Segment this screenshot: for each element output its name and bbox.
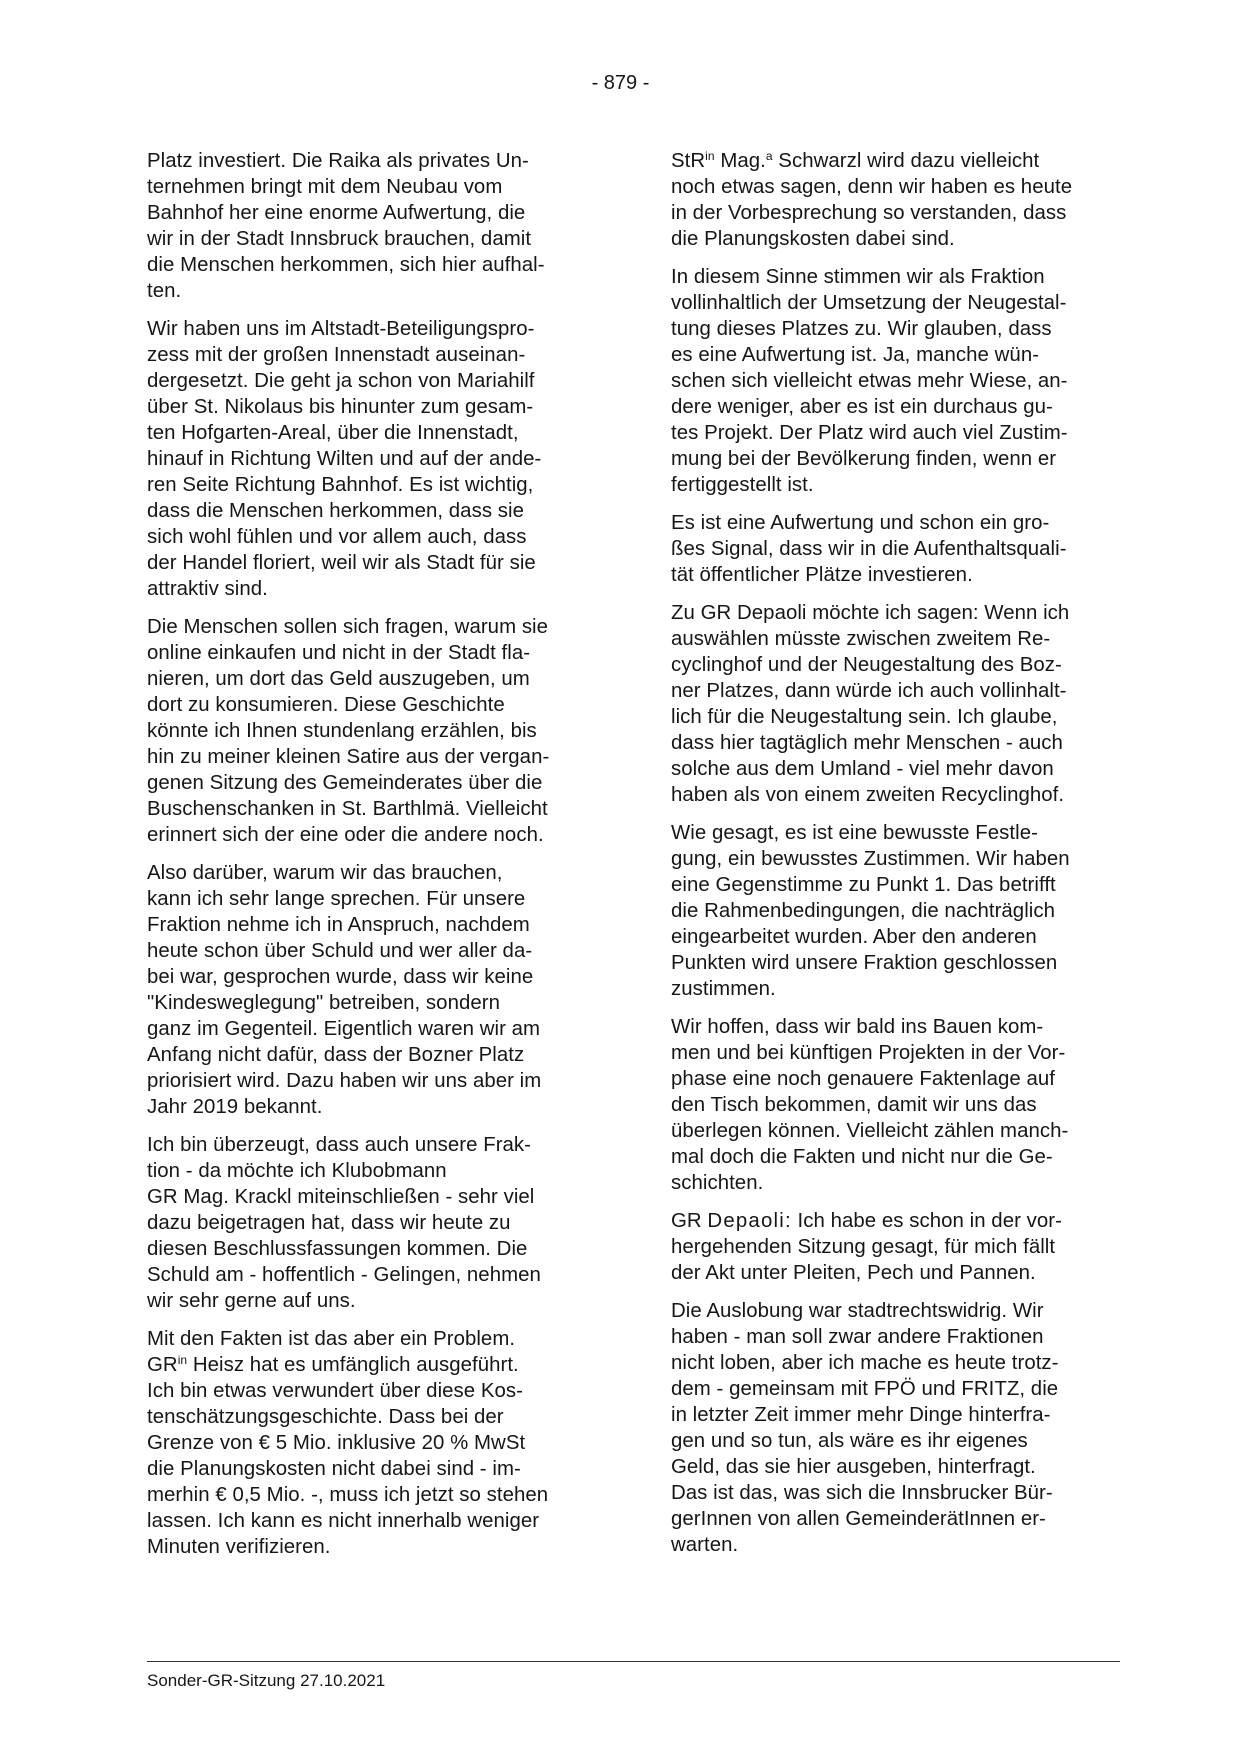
text-line: lassen. Ich kann es nicht innerhalb weniger — [147, 1510, 540, 1532]
text-line: Anfang nicht dafür, dass der Bozner Platz — [147, 1044, 525, 1066]
text-line: Schwarzl wird dazu vielleicht — [772, 150, 1040, 172]
paragraph — [671, 264, 1121, 498]
text-line: tung dieses Platzes zu. Wir glauben, dass — [671, 318, 1052, 340]
text-line: Geld, das sie hier ausgeben, hinterfragt. — [671, 1456, 1036, 1478]
text-line: fertiggestellt ist. — [671, 474, 814, 496]
text-line: vollinhaltlich der Umsetzung der Neugestal- — [671, 292, 1067, 314]
title-suffix: in — [177, 1353, 188, 1367]
paragraph — [671, 510, 1121, 588]
text-line: online einkaufen und nicht in der Stadt fla- — [147, 642, 531, 664]
text-line: tes Projekt. Der Platz wird auch viel Zustim- — [671, 422, 1068, 444]
text-line: Die Menschen sollen sich fragen, warum sie — [147, 616, 549, 638]
text-line: Ich habe es schon in der vor- — [791, 1210, 1062, 1232]
text-line: Punkten wird unsere Fraktion geschlossen — [671, 952, 1058, 974]
text-line: dort zu konsumieren. Diese Geschichte — [147, 694, 505, 716]
text-line: dazu beigetragen hat, dass wir heute zu — [147, 1212, 511, 1234]
text-line: mung bei der Bevölkerung finden, wenn er — [671, 448, 1057, 470]
right-column — [671, 148, 1121, 1570]
text-line: dass hier tagtäglich mehr Menschen - auch — [671, 732, 1063, 754]
text-line: eine Gegenstimme zu Punkt 1. Das betrifft — [671, 874, 1056, 896]
text-line: Zu GR Depaoli möchte ich sagen: Wenn ich — [671, 602, 1070, 624]
paragraph — [671, 1014, 1121, 1196]
text-line: diesen Beschlussfassungen kommen. Die — [147, 1238, 528, 1260]
text-line: dass die Menschen herkommen, dass sie — [147, 500, 524, 522]
footer-divider — [147, 1661, 1120, 1662]
text-line: die Menschen herkommen, sich hier aufhal- — [147, 254, 545, 276]
text-line: Ich bin überzeugt, dass auch unsere Frak- — [147, 1134, 532, 1156]
speaker-title: GR — [671, 1210, 708, 1232]
paragraph — [147, 1326, 597, 1560]
text-line: heute schon über Schuld und wer aller da- — [147, 940, 533, 962]
text-line: dem - gemeinsam mit FPÖ und FRITZ, die — [671, 1378, 1059, 1400]
text-line: erinnert sich der eine oder die andere noch. — [147, 824, 544, 846]
text-line: Grenze von € 5 Mio. inklusive 20 % MwSt — [147, 1432, 526, 1454]
text-line: men und bei künftigen Projekten in der Vor- — [671, 1042, 1066, 1064]
text-line: Schuld am - hoffentlich - Gelingen, nehmen — [147, 1264, 541, 1286]
paragraph — [671, 1208, 1121, 1286]
paragraph — [671, 148, 1121, 252]
text-line: tät öffentlicher Plätze investieren. — [671, 564, 973, 586]
text-line: über St. Nikolaus bis hinunter zum gesam- — [147, 396, 534, 418]
text-line: dergesetzt. Die geht ja schon von Mariahilf — [147, 370, 535, 392]
text-line: in der Vorbesprechung so verstanden, dass — [671, 202, 1067, 224]
speaker-title: GR — [147, 1354, 178, 1376]
speaker-title: StR — [671, 150, 706, 172]
text-line: hergehenden Sitzung gesagt, für mich fällt — [671, 1236, 1056, 1258]
text-line: solche aus dem Umland - viel mehr davon — [671, 758, 1054, 780]
text-line: der Handel floriert, weil wir als Stadt für sie — [147, 552, 536, 574]
text-line: die Planungskosten dabei sind. — [671, 228, 955, 250]
text-line: Jahr 2019 bekannt. — [147, 1096, 323, 1118]
paragraph — [671, 600, 1121, 808]
text-line: zustimmen. — [671, 978, 776, 1000]
text-line: auswählen müsste zwischen zweitem Re- — [671, 628, 1051, 650]
paragraph — [671, 1298, 1121, 1558]
paragraph — [147, 860, 597, 1120]
text-line: Fraktion nehme ich in Anspruch, nachdem — [147, 914, 530, 936]
text-line: hin zu meiner kleinen Satire aus der vergan- — [147, 746, 550, 768]
text-line: phase eine noch genauere Faktenlage auf — [671, 1068, 1056, 1090]
text-line: sich wohl fühlen und vor allem auch, dass — [147, 526, 527, 548]
text-line: es eine Aufwertung ist. Ja, manche wün- — [671, 344, 1040, 366]
text-line: Also darüber, warum wir das brauchen, — [147, 862, 503, 884]
text-line: wir in der Stadt Innsbruck brauchen, damit — [147, 228, 532, 250]
text-line: "Kindesweglegung" betreiben, sondern — [147, 992, 500, 1014]
text-line: genen Sitzung des Gemeinderates über die — [147, 772, 543, 794]
text-line: Platz investiert. Die Raika als privates Un- — [147, 150, 529, 172]
text-line: Die Auslobung war stadtrechtswidrig. Wir — [671, 1300, 1044, 1322]
text-line: der Akt unter Pleiten, Pech und Pannen. — [671, 1262, 1036, 1284]
text-line: ten. — [147, 280, 182, 302]
text-line: hinauf in Richtung Wilten und auf der ande- — [147, 448, 542, 470]
text-line: Wir haben uns im Altstadt-Beteiligungspro- — [147, 318, 535, 340]
paragraph — [671, 820, 1121, 1002]
paragraph — [147, 1132, 597, 1314]
text-line: lich für die Neugestaltung sein. Ich glaube, — [671, 706, 1058, 728]
text-line: attraktiv sind. — [147, 578, 268, 600]
text-line: haben als von einem zweiten Recyclinghof. — [671, 784, 1065, 806]
title-suffix: in — [705, 149, 715, 163]
text-line: die Planungskosten nicht dabei sind - im- — [147, 1458, 521, 1480]
text-line: ganz im Gegenteil. Eigentlich waren wir am — [147, 1018, 541, 1040]
text-line: tenschätzungsgeschichte. Dass bei der — [147, 1406, 504, 1428]
footer-session-label: Sonder-GR-Sitzung 27.10.2021 — [147, 1671, 386, 1690]
text-line: zess mit der großen Innenstadt auseinan- — [147, 344, 526, 366]
paragraph — [147, 148, 597, 304]
text-line: dere weniger, aber es ist ein durchaus gu- — [671, 396, 1053, 418]
text-line: Bahnhof her eine enorme Aufwertung, die — [147, 202, 526, 224]
text-line: haben - man soll zwar andere Fraktionen — [671, 1326, 1044, 1348]
text-line: gen und so tun, als wäre es ihr eigenes — [671, 1430, 1028, 1452]
text-line: nieren, um dort das Geld auszugeben, um — [147, 668, 530, 690]
text-line: noch etwas sagen, denn wir haben es heute — [671, 176, 1073, 198]
text-line: Wie gesagt, es ist eine bewusste Festle- — [671, 822, 1038, 844]
text-line: ßes Signal, dass wir in die Aufenthaltsquali- — [671, 538, 1067, 560]
text-line: warten. — [671, 1534, 739, 1556]
text-line: gung, ein bewusstes Zustimmen. Wir haben — [671, 848, 1070, 870]
title-suffix: a — [765, 149, 773, 163]
text-line: ten Hofgarten-Areal, über die Innenstadt, — [147, 422, 519, 444]
text-line: ternehmen bringt mit dem Neubau vom — [147, 176, 503, 198]
text-line: kann ich sehr lange sprechen. Für unsere — [147, 888, 526, 910]
text-line: wir sehr gerne auf uns. — [147, 1290, 356, 1312]
text-line: den Tisch bekommen, damit wir uns das — [671, 1094, 1037, 1116]
text-line: überlegen können. Vielleicht zählen manch- — [671, 1120, 1069, 1142]
text-line: könnte ich Ihnen stundenlang erzählen, bis — [147, 720, 537, 742]
text-line: ren Seite Richtung Bahnhof. Es ist wichtig, — [147, 474, 534, 496]
text-line: Mit den Fakten ist das aber ein Problem. — [147, 1328, 516, 1350]
text-line: gerInnen von allen GemeinderätInnen er- — [671, 1508, 1046, 1530]
text-line: Es ist eine Aufwertung und schon ein gro- — [671, 512, 1050, 534]
text-line: nicht loben, aber ich mache es heute trotz- — [671, 1352, 1059, 1374]
paragraph — [147, 316, 597, 602]
text-line: Wir hoffen, dass wir bald ins Bauen kom- — [671, 1016, 1044, 1038]
text-line: GR Mag. Krackl miteinschließen - sehr viel — [147, 1186, 535, 1208]
text-line: merhin € 0,5 Mio. -, muss ich jetzt so stehen — [147, 1484, 549, 1506]
text-line: tion - da möchte ich Klubobmann — [147, 1160, 447, 1182]
text-line: in letzter Zeit immer mehr Dinge hinterfra- — [671, 1404, 1051, 1426]
page-number: - 879 - — [591, 72, 650, 94]
text-line: Heisz hat es umfänglich ausgeführt. — [187, 1354, 519, 1376]
text-line: In diesem Sinne stimmen wir als Fraktion — [671, 266, 1045, 288]
text-line: Minuten verifizieren. — [147, 1536, 331, 1558]
text-line: ner Platzes, dann würde ich auch vollinhalt- — [671, 680, 1067, 702]
text-line: schichten. — [671, 1172, 764, 1194]
text-line: bei war, gesprochen wurde, dass wir keine — [147, 966, 534, 988]
paragraph — [147, 614, 597, 848]
text-line: eingearbeitet wurden. Aber den anderen — [671, 926, 1037, 948]
text-line: Ich bin etwas verwundert über diese Kos- — [147, 1380, 524, 1402]
text-line: mal doch die Fakten und nicht nur die Ge- — [671, 1146, 1053, 1168]
left-column — [147, 148, 597, 1572]
text-line: priorisiert wird. Dazu haben wir uns aber im — [147, 1070, 542, 1092]
text-line: Buschenschanken in St. Barthlmä. Vielleicht — [147, 798, 548, 820]
text-line: Das ist das, was sich die Innsbrucker Bür- — [671, 1482, 1053, 1504]
text-line: cyclinghof und der Neugestaltung des Boz- — [671, 654, 1062, 676]
text-line: die Rahmenbedingungen, die nachträglich — [671, 900, 1055, 922]
text-line: schen sich vielleicht etwas mehr Wiese, an- — [671, 370, 1068, 392]
speaker-title: Mag. — [714, 150, 766, 172]
speaker-name: Depaoli: — [707, 1210, 792, 1232]
